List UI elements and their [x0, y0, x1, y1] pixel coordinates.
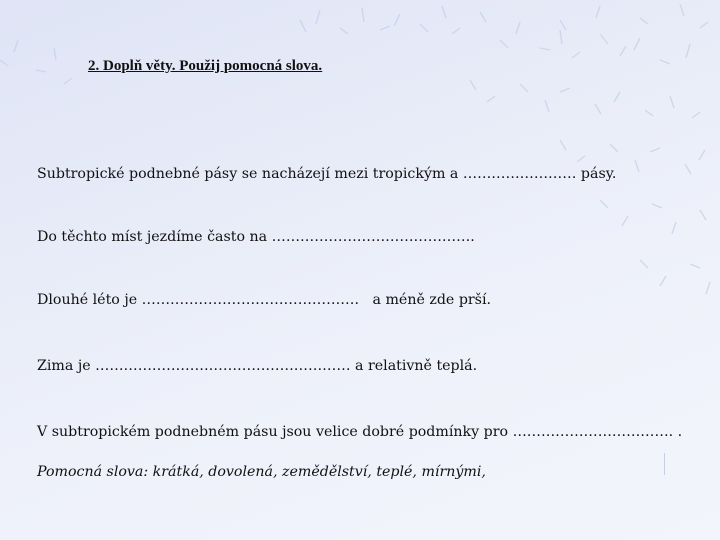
- sentence-2: [37, 229, 475, 245]
- sentence-2-blank[interactable]: ……………………………………: [271, 229, 471, 245]
- sentence-5-before: V subtropickém podnebném pásu jsou velice dobré podmínky pro: [37, 424, 513, 440]
- sentence-5-blank[interactable]: …………………………….: [512, 424, 674, 440]
- sentence-2-before: Do těchto míst jezdíme často na: [37, 229, 272, 245]
- sentence-2-after: .: [470, 229, 475, 245]
- sentence-1-after: pásy.: [580, 166, 617, 182]
- sentence-3-blank[interactable]: ……………………………………….: [141, 292, 359, 308]
- sentence-1-blank[interactable]: ……………………: [462, 166, 577, 182]
- helper-words: Pomocná slova: krátká, dovolená, zemědělství, teplé, mírnými,: [37, 464, 486, 480]
- sentence-5-after: .: [677, 424, 683, 440]
- sentence-1-before: Subtropické podnebné pásy se nacházejí mezi tropickým a: [37, 166, 463, 182]
- sentence-4-before: Zima je: [37, 358, 96, 374]
- sentence-4-blank[interactable]: ………………………………………………: [95, 358, 351, 374]
- sentence-3: [37, 292, 491, 308]
- sentence-3-after: a méně zde prší.: [372, 292, 492, 308]
- sentence-4-after: a relativně teplá.: [355, 358, 478, 374]
- sentence-1: [37, 166, 616, 182]
- sentence-4: [37, 358, 477, 374]
- sentence-5: [37, 424, 682, 440]
- exercise-title: 2. Doplň věty. Použij pomocná slova.: [88, 58, 323, 74]
- text-cursor-mark: [664, 453, 665, 475]
- sentence-3-before: Dlouhé léto je: [37, 292, 142, 308]
